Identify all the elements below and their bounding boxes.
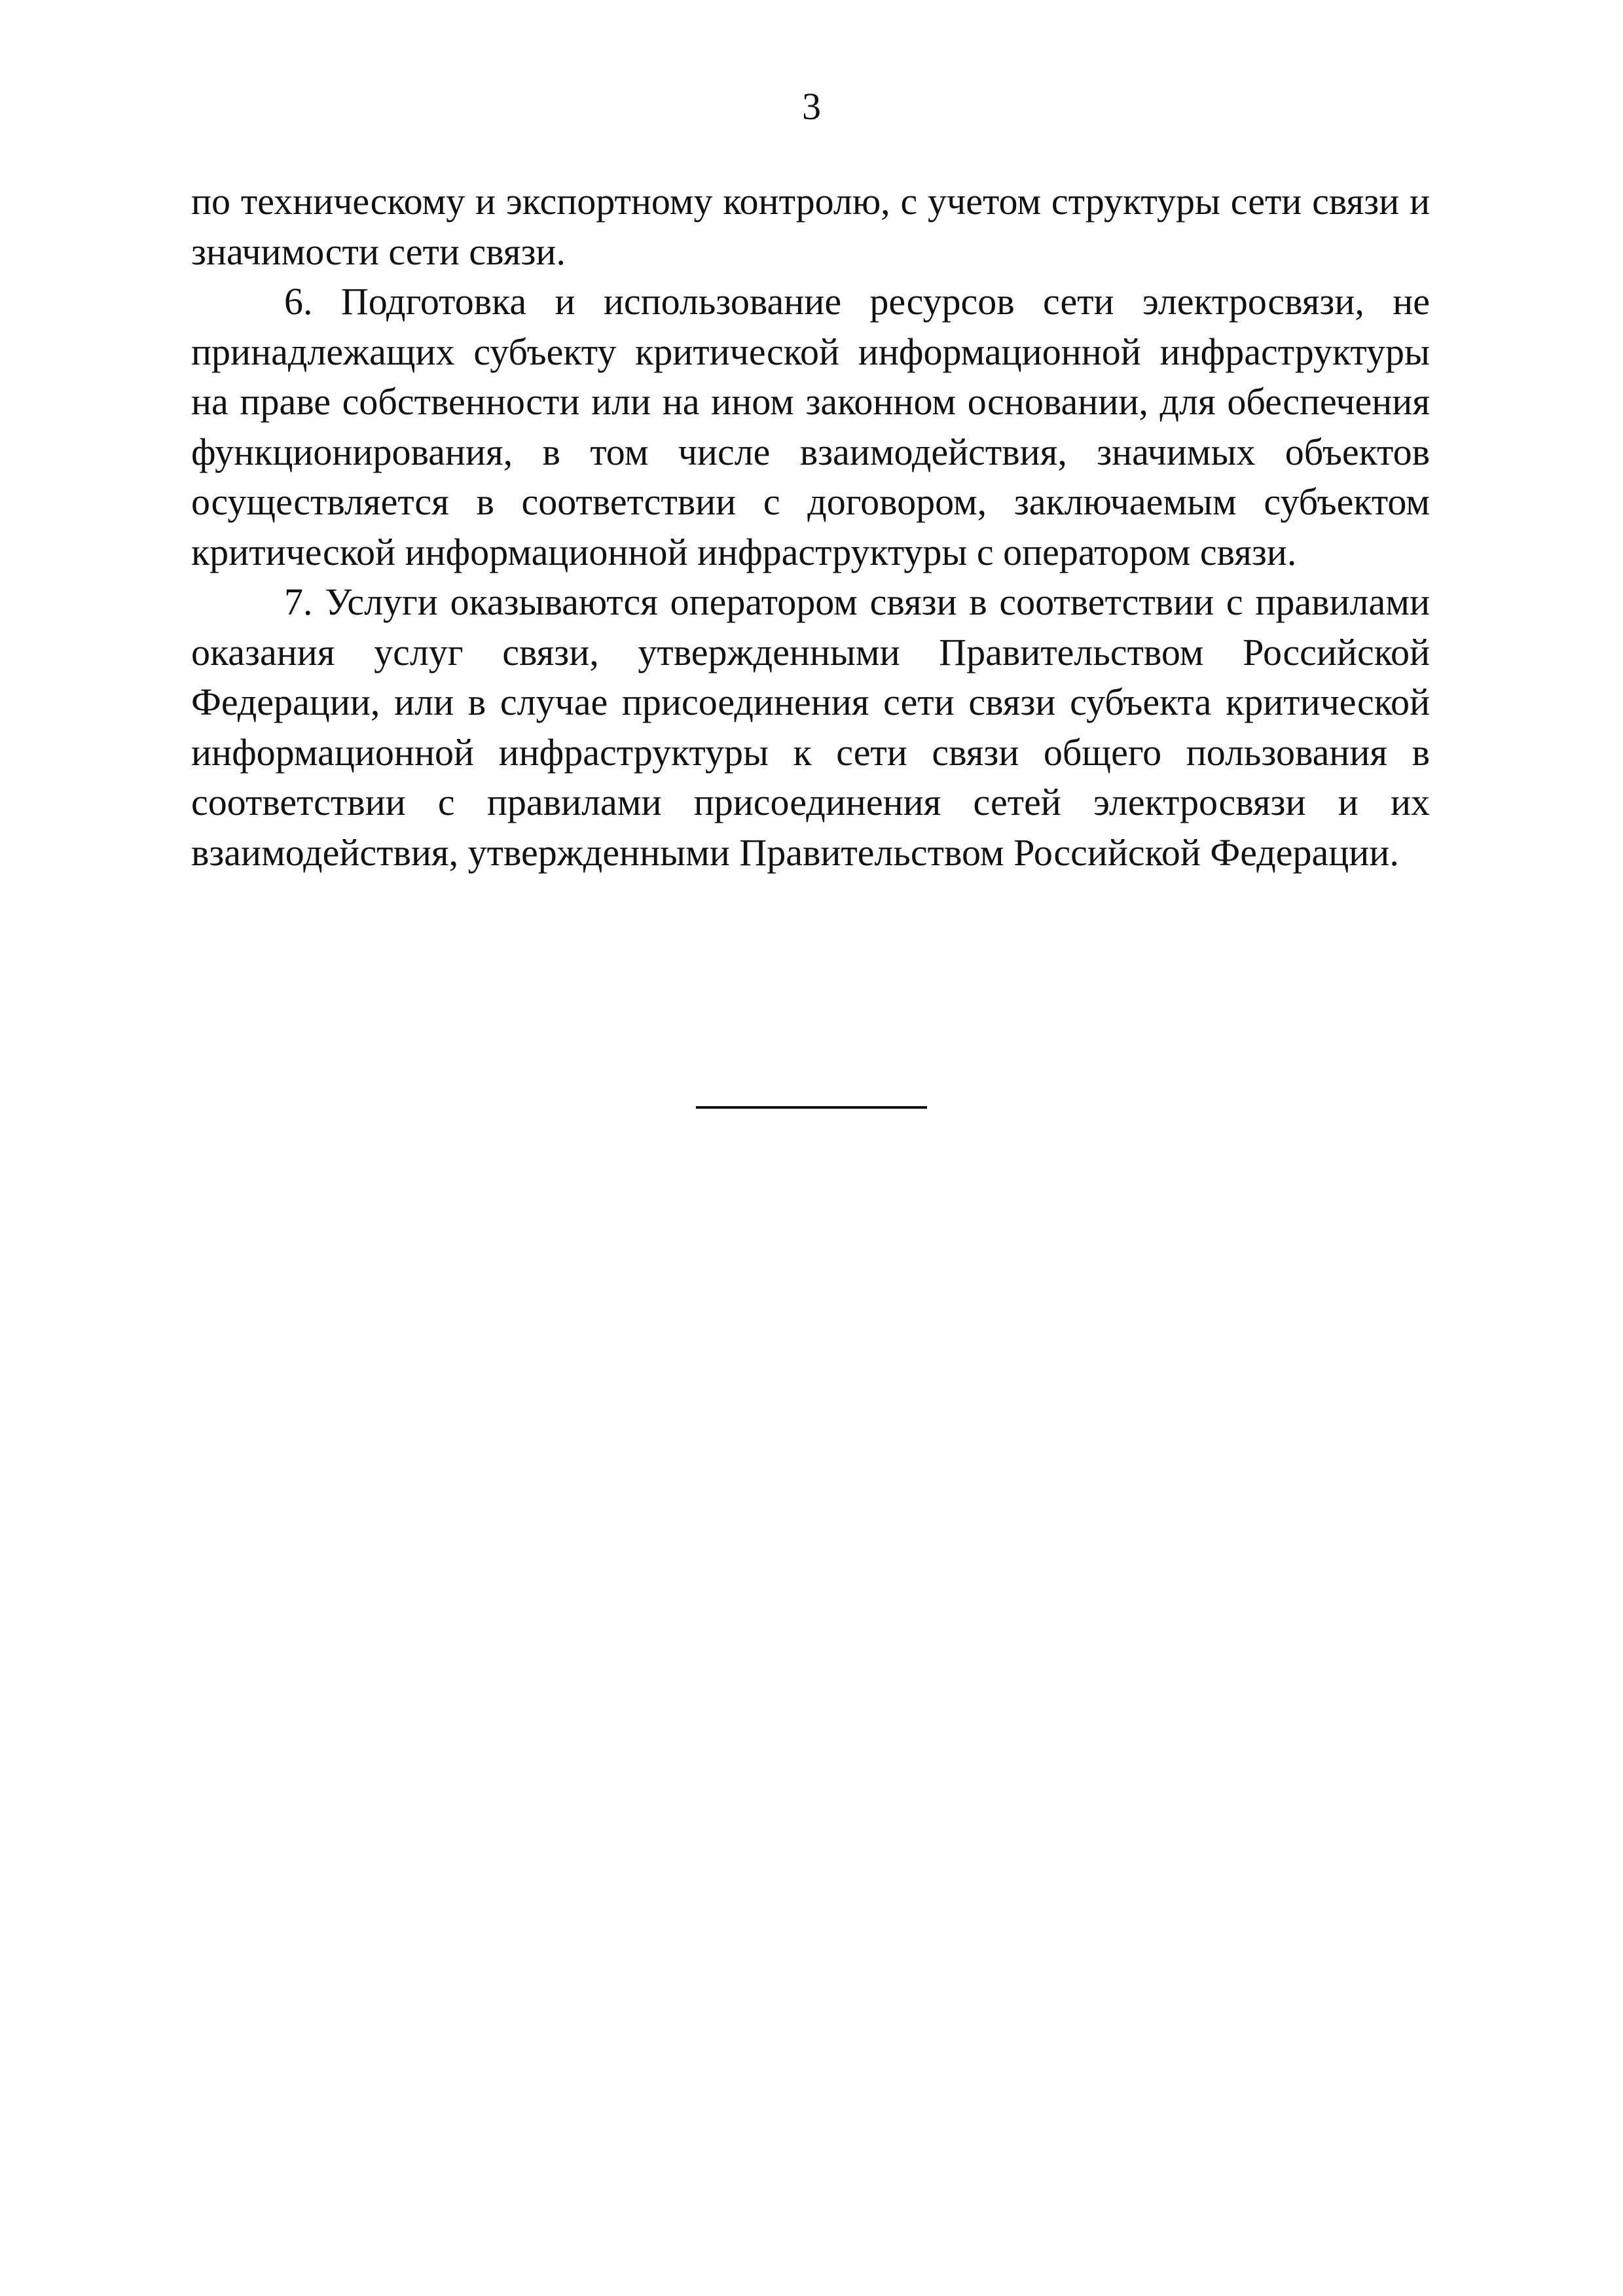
page-number: 3 [802, 85, 821, 128]
paragraph-item-6: 6. Подготовка и использование ресурсов сети электросвязи, не принадлежащих субъекту критической информационной инфраструктуры на праве собственности или на ином законном основании, для обеспечения функционирования, в том числе взаимодействия, значимых объектов осуществляется в соответствии с договором, заключаемым субъектом критической информационной инфраструктуры с оператором связи. [191, 280, 1430, 573]
end-of-document-rule [696, 1106, 927, 1109]
paragraph-item-7: 7. Услуги оказываются оператором связи в соответствии с правилами оказания услуг связи, утвержденными Правительством Российской Федерации, или в случае присоединения сети связи субъекта критической информационной инфраструктуры к сети связи общего пользования в соответствии с правилами присоединения сетей электросвязи и их взаимодействия, утвержденными Правительством Российской Федерации. [191, 581, 1430, 874]
document-body [191, 177, 1430, 878]
paragraph-continuation: по техническому и экспортному контролю, с учетом структуры сети связи и значимости сети связи. [191, 180, 1430, 273]
